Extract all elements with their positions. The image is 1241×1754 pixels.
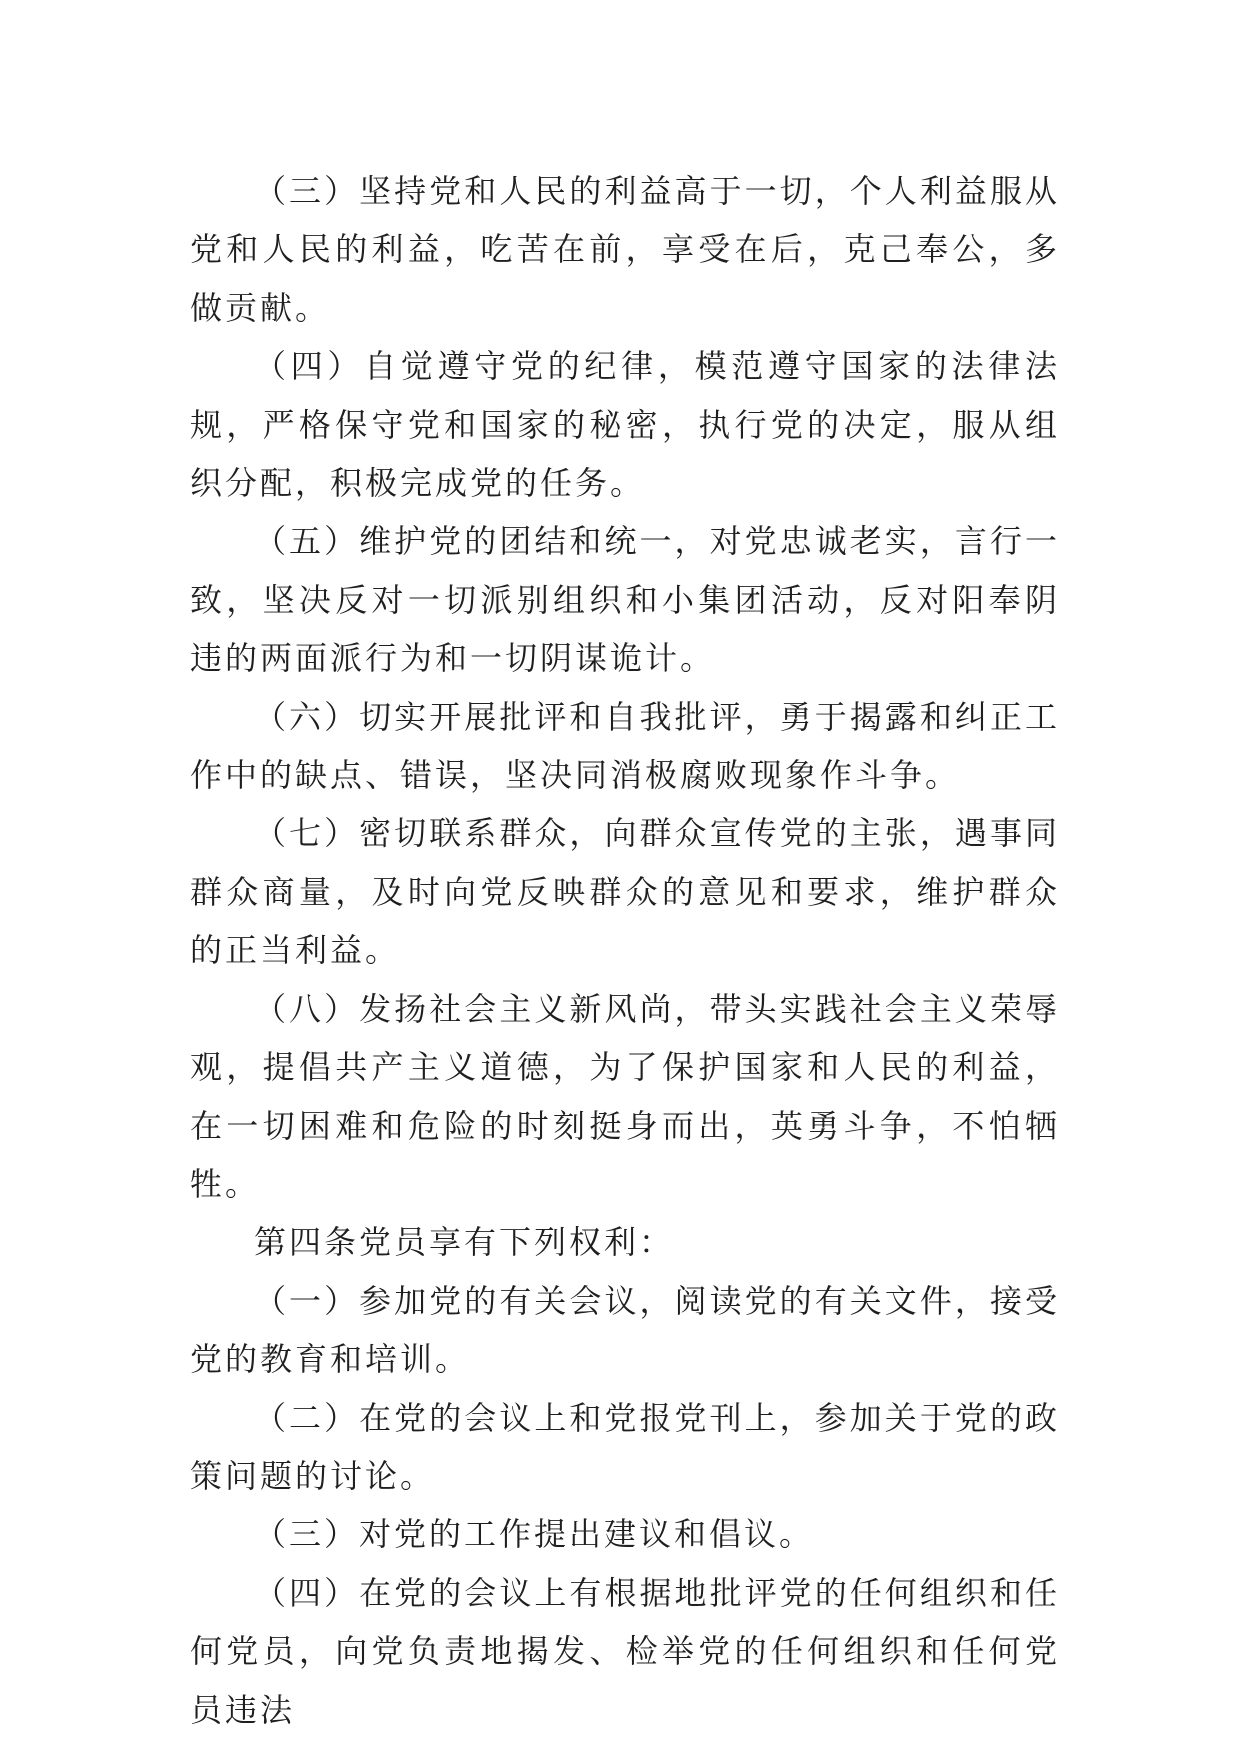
- paragraph-duty-4: （四）自觉遵守党的纪律，模范遵守国家的法律法规，严格保守党和国家的秘密，执行党的决定，服从组织分配，积极完成党的任务。: [190, 347, 1060, 503]
- paragraph-right-4: （四）在党的会议上有根据地批评党的任何组织和任何党员，向党负责地揭发、检举党的任何组织和任何党员违法: [190, 1573, 1060, 1729]
- paragraph-right-3: （三）对党的工作提出建议和倡议。: [254, 1515, 815, 1554]
- paragraph-duty-6: （六）切实开展批评和自我批评，勇于揭露和纠正工作中的缺点、错误，坚决同消极腐败现象作斗争。: [190, 697, 1060, 795]
- paragraph-duty-5: （五）维护党的团结和统一，对党忠诚老实，言行一致，坚决反对一切派别组织和小集团活动，反对阳奉阴违的两面派行为和一切阴谋诡计。: [190, 522, 1060, 678]
- document-body: [190, 162, 1060, 1739]
- paragraph-duty-7: （七）密切联系群众，向群众宣传党的主张，遇事同群众商量，及时向党反映群众的意见和要求，维护群众的正当利益。: [190, 814, 1060, 970]
- paragraph-right-2: （二）在党的会议上和党报党刊上，参加关于党的政策问题的讨论。: [190, 1398, 1060, 1495]
- paragraph-right-1: （一）参加党的有关会议，阅读党的有关文件，接受党的教育和培训。: [190, 1281, 1060, 1379]
- paragraph-duty-3: （三）坚持党和人民的利益高于一切，个人利益服从党和人民的利益，吃苦在前，享受在后，克己奉公，多做贡献。: [190, 172, 1060, 327]
- article-4-heading: 第四条党员享有下列权利：: [254, 1223, 675, 1262]
- paragraph-duty-8: （八）发扬社会主义新风尚，带头实践社会主义荣辱观，提倡共产主义道德，为了保护国家和人民的利益，在一切困难和危险的时刻挺身而出，英勇斗争，不怕牺牲。: [190, 989, 1060, 1203]
